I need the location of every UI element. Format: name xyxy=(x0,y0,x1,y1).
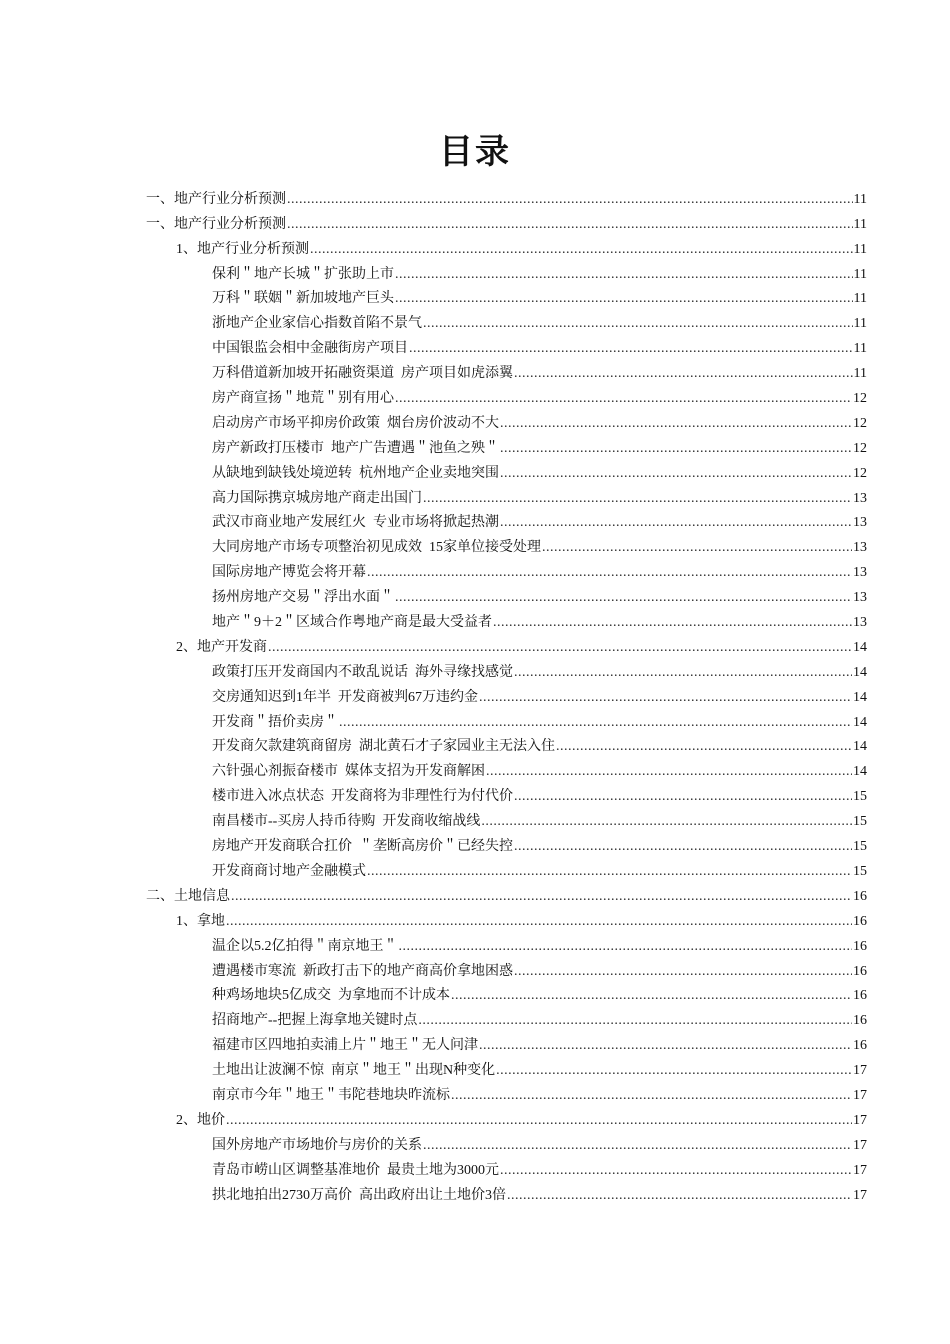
toc-page-number: 12 xyxy=(853,440,867,456)
dot-leader xyxy=(500,415,852,433)
toc-entry-title: 政策打压开发商国内不敢乱说话 海外寻缘找感觉 xyxy=(212,664,513,680)
toc-entry[interactable] xyxy=(0,485,867,510)
toc-entry[interactable] xyxy=(0,709,867,734)
toc-entry-title: 浙地产企业家信心指数首陷不景气 xyxy=(212,316,422,332)
toc-entry[interactable] xyxy=(0,684,867,709)
toc-entry-title: 国际房地产博览会将开幕 xyxy=(212,565,366,581)
dot-leader xyxy=(500,465,852,483)
dot-leader xyxy=(268,639,852,657)
toc-page-number: 14 xyxy=(853,689,867,705)
toc-page-number: 15 xyxy=(853,863,867,879)
dot-leader xyxy=(493,614,852,632)
toc-page-number: 12 xyxy=(853,391,867,407)
toc-entry-title: 六针强心剂振奋楼市 媒体支招为开发商解困 xyxy=(212,764,485,780)
toc-entry[interactable] xyxy=(0,609,867,634)
toc-page-number: 16 xyxy=(853,913,867,929)
toc-entry-title: 2、地价 xyxy=(176,1112,225,1128)
dot-leader xyxy=(479,689,852,707)
toc-entry[interactable] xyxy=(0,1132,867,1157)
toc-entry-title: 1、拿地 xyxy=(176,913,225,929)
toc-page-number: 13 xyxy=(853,590,867,606)
toc-page-number: 17 xyxy=(853,1087,867,1103)
dot-leader xyxy=(310,241,853,259)
toc-page-number: 14 xyxy=(853,664,867,680)
toc-entry[interactable] xyxy=(0,584,867,609)
toc-entry[interactable] xyxy=(0,186,867,211)
dot-leader xyxy=(514,788,852,806)
dot-leader xyxy=(287,191,853,209)
dot-leader xyxy=(514,365,853,383)
toc-page-number: 16 xyxy=(853,888,867,904)
toc-entry[interactable] xyxy=(0,310,867,335)
toc-entry[interactable] xyxy=(0,958,867,983)
toc-entry-title: 万科＂联姻＂新加坡地产巨头 xyxy=(212,291,394,307)
dot-leader xyxy=(423,315,853,333)
toc-page-number: 13 xyxy=(853,540,867,556)
toc-entry[interactable] xyxy=(0,933,867,958)
dot-leader xyxy=(500,514,852,532)
toc-entry[interactable] xyxy=(0,410,867,435)
toc-page-number: 11 xyxy=(853,316,867,332)
toc-page-number: 13 xyxy=(853,565,867,581)
toc-entry-title: 开发商欠款建筑商留房 湖北黄石才子家园业主无法入住 xyxy=(212,739,555,755)
toc-page-number: 11 xyxy=(853,366,867,382)
toc-entry-title: 大同房地产市场专项整治初见成效 15家单位接受处理 xyxy=(212,540,541,556)
toc-entry-title: 武汉市商业地产发展红火 专业市场将掀起热潮 xyxy=(212,515,499,531)
toc-entry-title: 一、地产行业分析预测 xyxy=(146,216,286,232)
toc-page-number: 14 xyxy=(853,639,867,655)
toc-entry-title: 一、地产行业分析预测 xyxy=(146,191,286,207)
toc-entry[interactable] xyxy=(0,634,867,659)
toc-entry[interactable] xyxy=(0,1032,867,1057)
toc-entry-title: 南京市今年＂地王＂韦陀巷地块昨流标 xyxy=(212,1087,450,1103)
dot-leader xyxy=(395,589,852,607)
dot-leader xyxy=(500,440,852,458)
toc-page-number: 15 xyxy=(853,839,867,855)
dot-leader xyxy=(451,1087,852,1105)
dot-leader xyxy=(481,813,852,831)
toc-entry[interactable] xyxy=(0,833,867,858)
dot-leader xyxy=(367,564,852,582)
toc-page-number: 17 xyxy=(853,1137,867,1153)
dot-leader xyxy=(496,1062,852,1080)
toc-page-number: 17 xyxy=(853,1187,867,1203)
dot-leader xyxy=(479,1037,852,1055)
toc-entry-title: 保利＂地产长城＂扩张助上市 xyxy=(212,266,394,282)
toc-entry[interactable] xyxy=(0,385,867,410)
toc-entry[interactable] xyxy=(0,360,867,385)
toc-entry[interactable] xyxy=(0,211,867,236)
dot-leader xyxy=(226,913,852,931)
toc-entry-title: 房产新政打压楼市 地产广告遭遇＂池鱼之殃＂ xyxy=(212,440,499,456)
dot-leader xyxy=(367,863,852,881)
toc-entry[interactable] xyxy=(0,236,867,261)
toc-entry-title: 青岛市崂山区调整基准地价 最贵土地为3000元 xyxy=(212,1162,499,1178)
toc-entry-title: 二、土地信息 xyxy=(146,888,230,904)
toc-entry-title: 温企以5.2亿拍得＂南京地王＂ xyxy=(212,938,398,954)
dot-leader xyxy=(423,1137,852,1155)
toc-page-number: 16 xyxy=(853,938,867,954)
toc-entry[interactable] xyxy=(0,1182,867,1207)
toc-entry[interactable] xyxy=(0,983,867,1008)
dot-leader xyxy=(287,216,853,234)
toc-entry[interactable] xyxy=(0,261,867,286)
toc-entry-title: 开发商＂捂价卖房＂ xyxy=(212,714,338,730)
toc-entry[interactable] xyxy=(0,734,867,759)
toc-entry[interactable] xyxy=(0,460,867,485)
toc-entry-title: 遭遇楼市寒流 新政打击下的地产商高价拿地困惑 xyxy=(212,963,513,979)
toc-entry-title: 招商地产--把握上海拿地关键时点 xyxy=(212,1013,418,1029)
toc-entry-title: 房产商宣扬＂地荒＂别有用心 xyxy=(212,391,394,407)
toc-page-number: 14 xyxy=(853,764,867,780)
toc-entry[interactable] xyxy=(0,758,867,783)
toc-page-number: 15 xyxy=(853,789,867,805)
toc-entry[interactable] xyxy=(0,808,867,833)
toc-page-number: 13 xyxy=(853,615,867,631)
toc-entry[interactable] xyxy=(0,783,867,808)
toc-entry[interactable] xyxy=(0,908,867,933)
dot-leader xyxy=(500,1162,852,1180)
toc-entry[interactable] xyxy=(0,1057,867,1082)
dot-leader xyxy=(514,664,852,682)
toc-page-number: 11 xyxy=(853,291,867,307)
dot-leader xyxy=(556,738,852,756)
toc-entry-title: 地产＂9＋2＂区域合作粤地产商是最大受益者 xyxy=(212,615,492,631)
toc-page-number: 17 xyxy=(853,1112,867,1128)
toc-entry[interactable] xyxy=(0,335,867,360)
toc-entry-title: 开发商商讨地产金融模式 xyxy=(212,863,366,879)
dot-leader xyxy=(486,763,852,781)
toc-page-number: 11 xyxy=(853,241,867,257)
toc-page-number: 11 xyxy=(853,266,867,282)
toc-entry[interactable] xyxy=(0,883,867,908)
toc-page-number: 15 xyxy=(853,814,867,830)
toc-entry-title: 拱北地拍出2730万高价 高出政府出让土地价3倍 xyxy=(212,1187,506,1203)
dot-leader xyxy=(226,1112,852,1130)
dot-leader xyxy=(418,1012,852,1030)
toc-page-number: 17 xyxy=(853,1162,867,1178)
toc-page-number: 16 xyxy=(853,988,867,1004)
dot-leader xyxy=(514,963,852,981)
dot-leader xyxy=(409,340,853,358)
dot-leader xyxy=(542,539,852,557)
toc-entry-title: 交房通知迟到1年半 开发商被判67万违约金 xyxy=(212,689,478,705)
toc-entry[interactable] xyxy=(0,858,867,883)
toc-entry-title: 扬州房地产交易＂浮出水面＂ xyxy=(212,590,394,606)
toc-entry-title: 2、地产开发商 xyxy=(176,639,267,655)
toc-entry-title: 启动房产市场平抑房价政策 烟台房价波动不大 xyxy=(212,415,499,431)
dot-leader xyxy=(399,938,853,956)
toc-entry[interactable] xyxy=(0,559,867,584)
toc-page-number: 12 xyxy=(853,465,867,481)
toc-page-number: 14 xyxy=(853,739,867,755)
toc-entry[interactable] xyxy=(0,534,867,559)
toc-entry-title: 万科借道新加坡开拓融资渠道 房产项目如虎添翼 xyxy=(212,366,513,382)
dot-leader xyxy=(423,490,852,508)
toc-entry-title: 国外房地产市场地价与房价的关系 xyxy=(212,1137,422,1153)
toc-entry[interactable] xyxy=(0,510,867,535)
toc-entry[interactable] xyxy=(0,1157,867,1182)
toc-entry-title: 高力国际携京城房地产商走出国门 xyxy=(212,490,422,506)
toc-entry-title: 中国银监会相中金融街房产项目 xyxy=(212,341,408,357)
dot-leader xyxy=(231,888,852,906)
dot-leader xyxy=(395,266,853,284)
toc-page-number: 14 xyxy=(853,714,867,730)
toc-entry-title: 楼市进入冰点状态 开发商将为非理性行为付代价 xyxy=(212,789,513,805)
dot-leader xyxy=(514,838,852,856)
table-of-contents xyxy=(0,186,950,1207)
toc-entry-title: 从缺地到缺钱处境逆转 杭州地产企业卖地突围 xyxy=(212,465,499,481)
page-title: 目录 xyxy=(439,132,511,172)
dot-leader xyxy=(507,1187,852,1205)
toc-page-number: 11 xyxy=(853,341,867,357)
toc-entry-title: 福建市区四地拍卖浦上片＂地王＂无人问津 xyxy=(212,1038,478,1054)
toc-page-number: 16 xyxy=(853,1038,867,1054)
toc-page-number: 16 xyxy=(853,1013,867,1029)
toc-page-number: 16 xyxy=(853,963,867,979)
toc-page-number: 13 xyxy=(853,490,867,506)
toc-page-number: 13 xyxy=(853,515,867,531)
dot-leader xyxy=(339,714,852,732)
toc-entry-title: 1、地产行业分析预测 xyxy=(176,241,309,257)
toc-entry[interactable] xyxy=(0,1007,867,1032)
toc-page-number: 12 xyxy=(853,415,867,431)
dot-leader xyxy=(395,390,852,408)
toc-entry[interactable] xyxy=(0,286,867,311)
toc-entry-title: 种鸡场地块5亿成交 为拿地而不计成本 xyxy=(212,988,450,1004)
toc-page-number: 17 xyxy=(853,1063,867,1079)
toc-entry-title: 土地出让波澜不惊 南京＂地王＂出现N种变化 xyxy=(212,1063,496,1079)
toc-entry[interactable] xyxy=(0,1107,867,1132)
toc-entry-title: 房地产开发商联合扛价 ＂垄断高房价＂已经失控 xyxy=(212,839,513,855)
toc-page-number: 11 xyxy=(853,191,867,207)
dot-leader xyxy=(451,987,852,1005)
toc-page-number: 11 xyxy=(853,216,867,232)
toc-entry[interactable] xyxy=(0,1082,867,1107)
toc-entry[interactable] xyxy=(0,659,867,684)
toc-entry[interactable] xyxy=(0,435,867,460)
toc-entry-title: 南昌楼市--买房人持币待购 开发商收缩战线 xyxy=(212,814,481,830)
dot-leader xyxy=(395,290,853,308)
